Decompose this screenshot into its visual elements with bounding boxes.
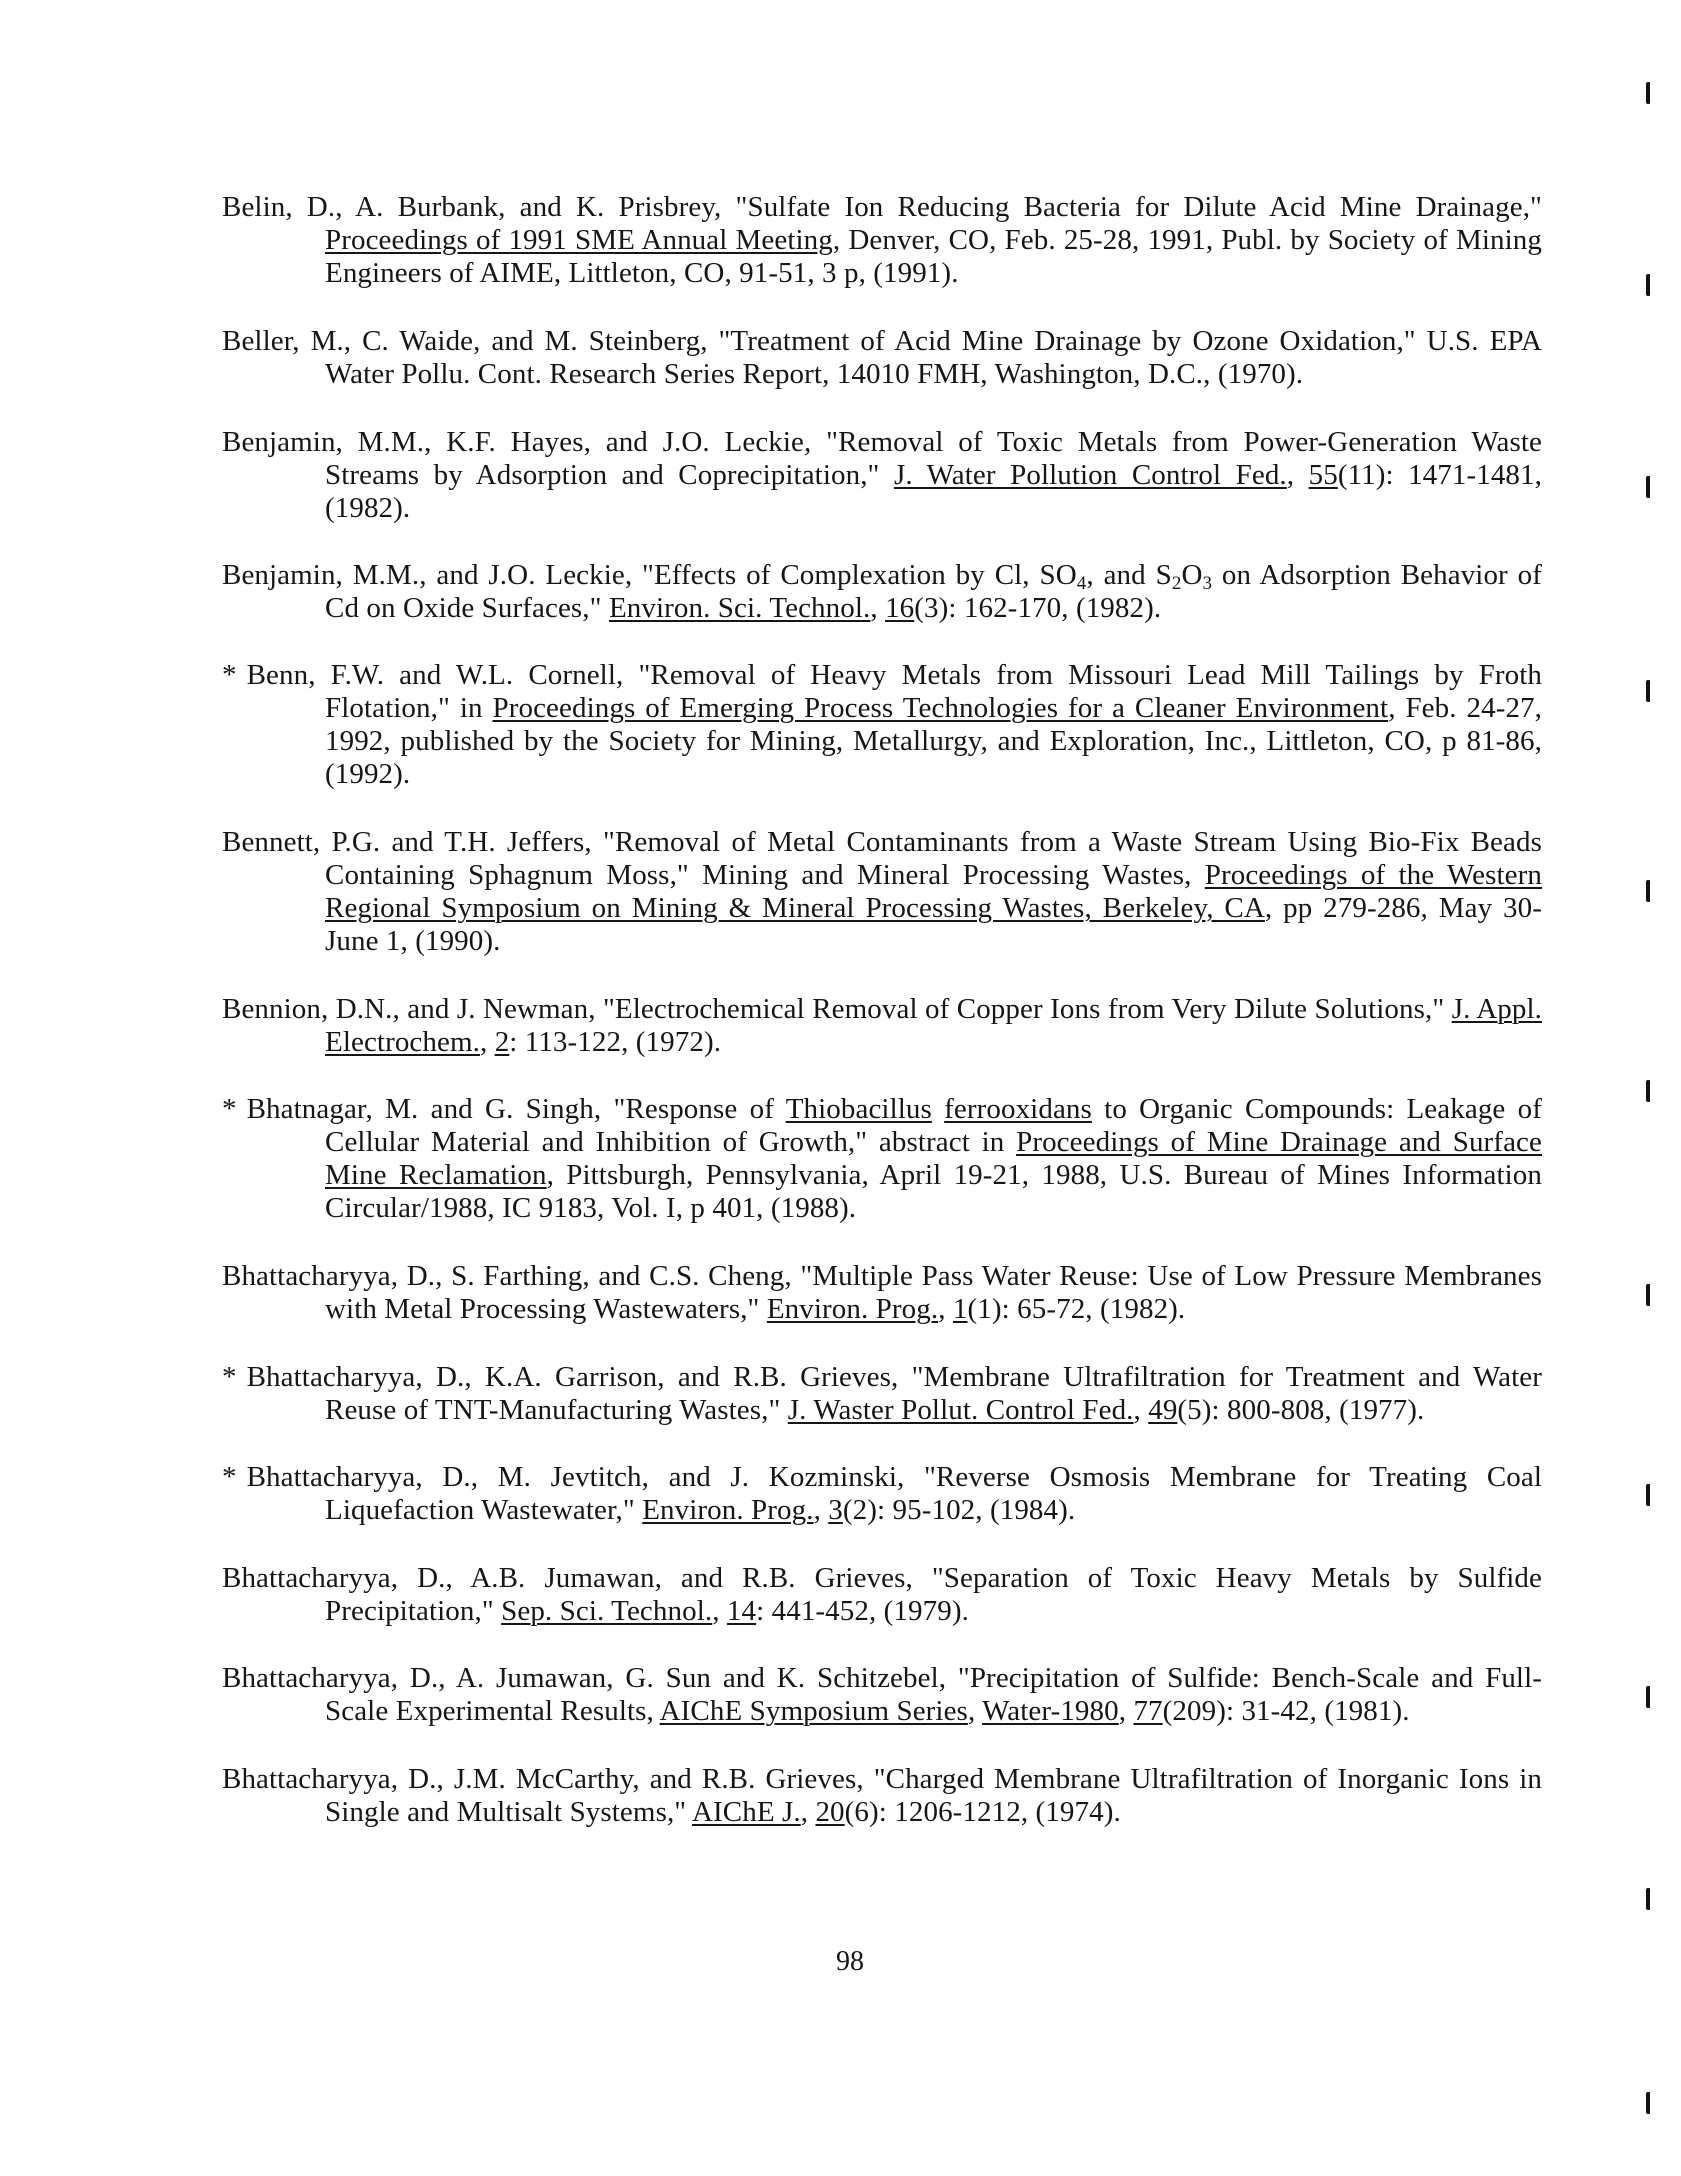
margin-mark	[1646, 476, 1650, 498]
reference-text: , Pittsburgh, Pennsylvania, April 19-21, 1988, U.S. Bureau of Mines Information Circular/1988, IC 9183, Vol. I, p 401, (1988).	[325, 1159, 1542, 1224]
underlined-citation: 14	[726, 1595, 757, 1627]
reference-text: : 441-452, (1979).	[756, 1595, 969, 1627]
underlined-citation: 55	[1308, 459, 1338, 491]
underlined-citation: AIChE Symposium Series	[659, 1695, 968, 1727]
reference-text: ,	[1286, 459, 1309, 491]
reference-entry	[222, 325, 1542, 391]
underlined-citation: Environ. Prog.	[766, 1293, 939, 1325]
underlined-citation: 3	[828, 1494, 843, 1526]
reference-text: ,	[712, 1595, 727, 1627]
underlined-citation: 16	[885, 592, 915, 624]
subscript: 3	[1202, 573, 1213, 594]
reference-entry	[222, 1260, 1542, 1326]
reference-text: (209): 31-42, (1981).	[1162, 1695, 1410, 1727]
margin-mark	[1646, 82, 1650, 104]
underlined-citation: J. Water Pollution Control Fed.	[893, 459, 1287, 491]
reference-entry	[222, 1662, 1542, 1728]
underlined-citation: Proceedings of Emerging Process Technologies for a Cleaner Environment	[492, 692, 1389, 724]
margin-mark	[1646, 2092, 1650, 2114]
reference-text: Bhattacharyya, D., J.M. McCarthy, and R.B. Grieves, "Charged Membrane Ultrafiltration of Inorganic Ions in Single and Multisalt Systems,"	[222, 1763, 1542, 1828]
underlined-citation: Proceedings of Mine Drainage and Surface Mine Reclamation	[325, 1126, 1542, 1191]
margin-mark	[1646, 680, 1650, 702]
reference-text: (11): 1471-1481, (1982).	[325, 459, 1542, 524]
asterisk-marker: *	[222, 1093, 237, 1125]
reference-text: , and S	[1086, 559, 1172, 591]
underlined-citation: J. Waster Pollut. Control Fed.	[787, 1394, 1134, 1426]
reference-text: Bennett, P.G. and T.H. Jeffers, "Removal of Metal Contaminants from a Waste Stream Using Bio-Fix Beads Containing Sphagnum Moss," Mining and Mineral Processing Wastes,	[222, 826, 1542, 891]
underlined-citation: 20	[815, 1796, 845, 1828]
underlined-citation: Water-1980	[982, 1695, 1119, 1727]
reference-text: Bhattacharyya, D., A.B. Jumawan, and R.B. Grieves, "Separation of Toxic Heavy Metals by Sulfide Precipitation,"	[222, 1562, 1542, 1627]
underlined-citation: 77	[1133, 1695, 1163, 1727]
margin-mark	[1646, 1686, 1650, 1708]
reference-text: Beller, M., C. Waide, and M. Steinberg, "Treatment of Acid Mine Drainage by Ozone Oxidation," U.S. EPA Water Pollu. Cont. Research Series Report, 14010 FMH, Washington, D.C., (1970).	[222, 325, 1542, 390]
underlined-citation: Environ. Prog.	[642, 1494, 814, 1526]
reference-entry	[222, 1763, 1542, 1829]
reference-text: O	[1181, 559, 1203, 591]
reference-text	[932, 1093, 944, 1125]
reference-text: Bhattacharyya, D., S. Farthing, and C.S. Cheng, "Multiple Pass Water Reuse: Use of Low Pressure Membranes with Metal Processing Wastewaters,"	[222, 1260, 1542, 1325]
underlined-citation: 49	[1148, 1394, 1178, 1426]
reference-entry	[222, 191, 1542, 290]
reference-entry	[222, 659, 1542, 791]
margin-mark	[1646, 1888, 1650, 1910]
underlined-citation: Sep. Sci. Technol.	[501, 1595, 713, 1627]
reference-text: Bhattacharyya, D., A. Jumawan, G. Sun and K. Schitzebel, "Precipitation of Sulfide: Bench-Scale and Full-Scale Experimental Results,	[222, 1662, 1542, 1727]
underlined-citation: Environ. Sci. Technol.	[608, 592, 871, 624]
subscript: 2	[1171, 573, 1182, 594]
reference-text: Benjamin, M.M., K.F. Hayes, and J.O. Leckie, "Removal of Toxic Metals from Power-Generation Waste Streams by Adsorption and Coprecipitation,"	[222, 426, 1542, 491]
reference-entry	[222, 426, 1542, 525]
underlined-citation: J. Appl. Electrochem.	[325, 993, 1542, 1058]
reference-text: ,	[1133, 1394, 1149, 1426]
reference-text: Bennion, D.N., and J. Newman, "Electrochemical Removal of Copper Ions from Very Dilute Solutions,"	[222, 993, 1452, 1025]
reference-entry	[222, 1562, 1542, 1628]
reference-text: Bhatnagar, M. and G. Singh, "Response of	[246, 1093, 786, 1125]
reference-text: Bhattacharyya, D., M. Jevtitch, and J. Kozminski, "Reverse Osmosis Membrane for Treating Coal Liquefaction Wastewater,"	[246, 1461, 1542, 1526]
reference-text: (5): 800-808, (1977).	[1177, 1394, 1425, 1426]
reference-text: on Adsorption Behavior of Cd on Oxide Surfaces,"	[325, 559, 1543, 624]
margin-mark	[1646, 1284, 1650, 1306]
reference-entry	[222, 1361, 1542, 1427]
reference-text: ,	[967, 1695, 983, 1727]
margin-mark	[1646, 274, 1650, 296]
reference-text: , Feb. 24-27, 1992, published by the Society for Mining, Metallurgy, and Exploration, Inc., Littleton, CO, p 81-86, (1992).	[325, 692, 1542, 790]
reference-text: , Denver, CO, Feb. 25-28, 1991, Publ. by Society of Mining Engineers of AIME, Littleton, CO, 91-51, 3 p, (1991).	[325, 224, 1542, 289]
reference-text: (6): 1206-1212, (1974).	[844, 1796, 1121, 1828]
reference-entry	[222, 993, 1542, 1059]
reference-text: (3): 162-170, (1982).	[914, 592, 1162, 624]
underlined-citation: Proceedings of 1991 SME Annual Meeting	[325, 224, 833, 256]
reference-text: (1): 65-72, (1982).	[967, 1293, 1186, 1325]
underlined-citation: AIChE J.	[692, 1796, 801, 1828]
reference-text: Benjamin, M.M., and J.O. Leckie, "Effects of Complexation by Cl, SO	[222, 559, 1077, 591]
reference-entry	[222, 826, 1542, 958]
reference-entry	[222, 1461, 1542, 1527]
reference-text: ,	[870, 592, 886, 624]
reference-text: ,	[479, 1026, 495, 1058]
asterisk-marker: *	[222, 659, 237, 691]
asterisk-marker: *	[222, 1461, 237, 1493]
reference-text: ,	[800, 1796, 816, 1828]
reference-text: ,	[1118, 1695, 1134, 1727]
page-number: 98	[836, 1946, 864, 1977]
underlined-citation: ferrooxidans	[944, 1093, 1092, 1125]
reference-text: (2): 95-102, (1984).	[842, 1494, 1076, 1526]
asterisk-marker: *	[222, 1361, 237, 1393]
underlined-citation: Thiobacillus	[785, 1093, 932, 1125]
reference-text: Benn, F.W. and W.L. Cornell, "Removal of Heavy Metals from Missouri Lead Mill Tailings by Froth Flotation," in	[246, 659, 1542, 724]
reference-entry	[222, 1093, 1542, 1225]
margin-mark	[1646, 1484, 1650, 1506]
underlined-citation: 2	[494, 1026, 510, 1058]
reference-text: , pp 279-286, May 30-June 1, (1990).	[325, 892, 1542, 957]
reference-text: ,	[938, 1293, 953, 1325]
underlined-citation: Proceedings of the Western Regional Symposium on Mining & Mineral Processing Wastes, Berkeley, CA	[325, 859, 1543, 924]
margin-mark	[1646, 1080, 1650, 1102]
reference-text: Bhattacharyya, D., K.A. Garrison, and R.B. Grieves, "Membrane Ultrafiltration for Treatment and Water Reuse of TNT-Manufacturing Wastes,"	[246, 1361, 1542, 1426]
subscript: 4	[1076, 573, 1087, 594]
reference-text: ,	[813, 1494, 829, 1526]
margin-mark	[1646, 880, 1650, 902]
underlined-citation: 1	[952, 1293, 968, 1325]
reference-text: Belin, D., A. Burbank, and K. Prisbrey, "Sulfate Ion Reducing Bacteria for Dilute Acid Mine Drainage,"	[222, 191, 1542, 223]
reference-text: : 113-122, (1972).	[509, 1026, 722, 1058]
reference-entry	[222, 559, 1542, 625]
reference-text: to Organic Compounds: Leakage of Cellular Material and Inhibition of Growth," abstract in	[325, 1093, 1542, 1158]
